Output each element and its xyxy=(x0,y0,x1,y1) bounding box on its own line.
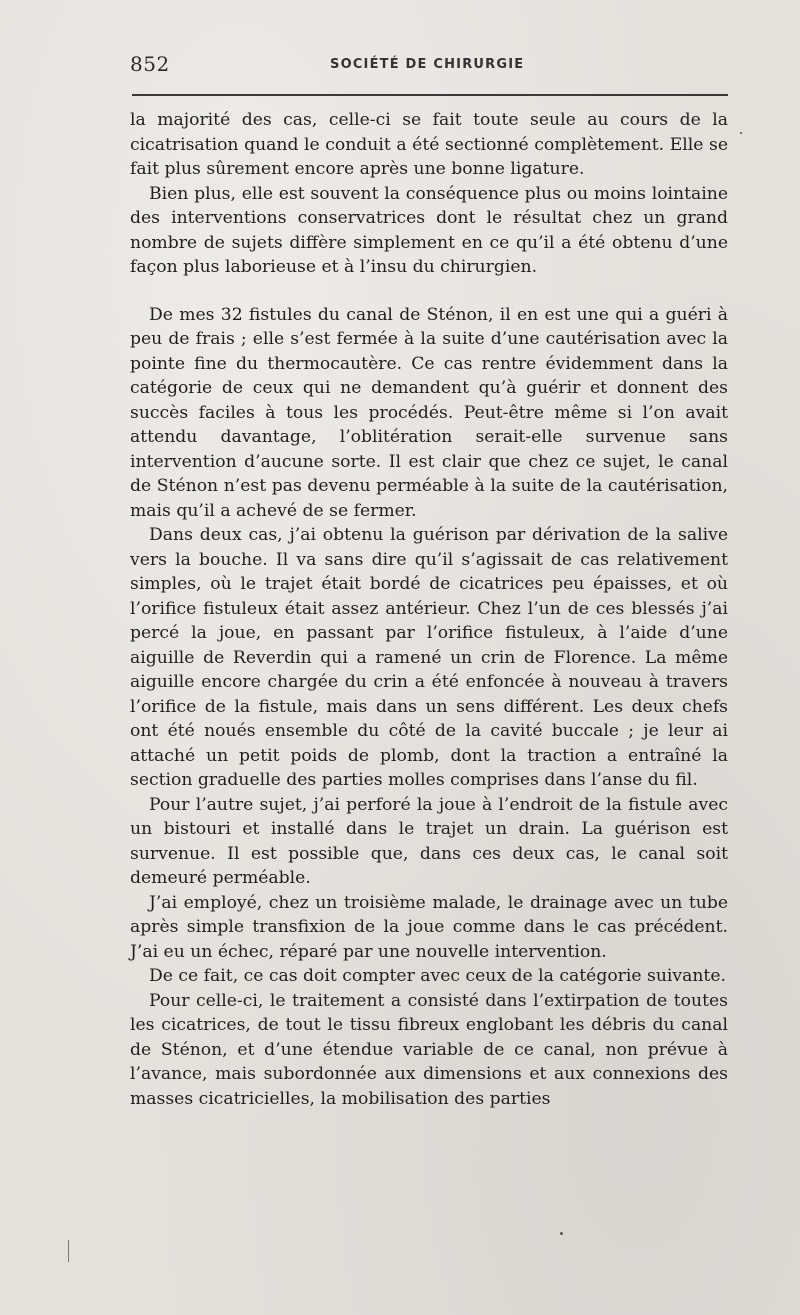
paragraph-3: De mes 32 fistules du canal de Sténon, il en est une qui a guéri à peu de frais ; elle s’est fermée à la suite d’une cautérisation avec la pointe fine du thermocautère. Ce cas rentre évidemment dans la catégorie de ceux qui ne demandent qu’à guérir et donnent des succès faciles à tous les procédés. Peut-être même si l’on avait attendu davantage, l’oblitération serait-elle survenue sans intervention d’aucune sorte. Il est clair que chez ce sujet, le canal de Sténon n’est pas devenu perméable à la suite de la cautérisation, mais qu’il a achevé de se fermer. xyxy=(130,304,728,521)
paper-speck xyxy=(740,132,742,134)
paragraph-7: De ce fait, ce cas doit compter avec ceux de la catégorie suivante. xyxy=(149,966,726,986)
paragraph-2: Bien plus, elle est souvent la conséquence plus ou moins lointaine des interventions conservatrices dont le résultat chez un grand nombre de sujets diffère simplement en ce qu’il a été obtenu d’une façon plus laborieuse et à l’insu du chirurgien. xyxy=(130,183,728,277)
paper-speck xyxy=(68,1240,69,1262)
header-rule xyxy=(132,94,728,96)
body-text xyxy=(130,108,728,1111)
page-number: 852 xyxy=(130,52,170,76)
paragraph-1: la majorité des cas, celle-ci se fait toute seule au cours de la cicatrisation quand le conduit a été sectionné complètement. Elle se fait plus sûrement encore après une bonne ligature. xyxy=(130,110,728,179)
paragraph-8: Pour celle-ci, le traitement a consisté dans l’extirpation de toutes les cicatrices, de tout le tissu fibreux englobant les débris du canal de Sténon, et d’une étendue variable de ce canal, non prévue à l’avance, mais subordonnée aux dimensions et aux connexions des masses cicatricielles, la mobilisation des parties xyxy=(130,990,728,1109)
running-head xyxy=(130,52,728,76)
paragraph-6: J’ai employé, chez un troisième malade, le drainage avec un tube après simple transfixion de la joue comme dans le cas précédent. J’ai eu un échec, réparé par une nouvelle intervention. xyxy=(130,892,728,962)
paragraph-5: Pour l’autre sujet, j’ai perforé la joue à l’endroit de la fistule avec un bistouri et installé dans le trajet un drain. La guérison est survenue. Il est possible que, dans ces deux cas, le canal soit demeuré perméable. xyxy=(130,794,728,888)
paper-speck xyxy=(560,1232,563,1235)
journal-title: SOCIÉTÉ DE CHIRURGIE xyxy=(330,57,525,72)
paragraph-4: Dans deux cas, j’ai obtenu la guérison par dérivation de la salive vers la bouche. Il va sans dire qu’il s’agissait de cas relativement simples, où le trajet était bordé de cicatrices peu épaisses, et où l’orifice fistuleux était assez antérieur. Chez l’un de ces blessés j’ai percé la joue, en passant par l’orifice fistuleux, à l’aide d’une aiguille de Reverdin qui a ramené un crin de Florence. La même aiguille encore chargée du crin a été enfoncée à nouveau à travers l’orifice de la fistule, mais dans un sens différent. Les deux chefs ont été noués ensemble du côté de la cavité buccale ; je leur ai attaché un petit poids de plomb, dont la traction a entraîné la section graduelle des parties molles comprises dans l’anse du fil. xyxy=(130,525,728,790)
